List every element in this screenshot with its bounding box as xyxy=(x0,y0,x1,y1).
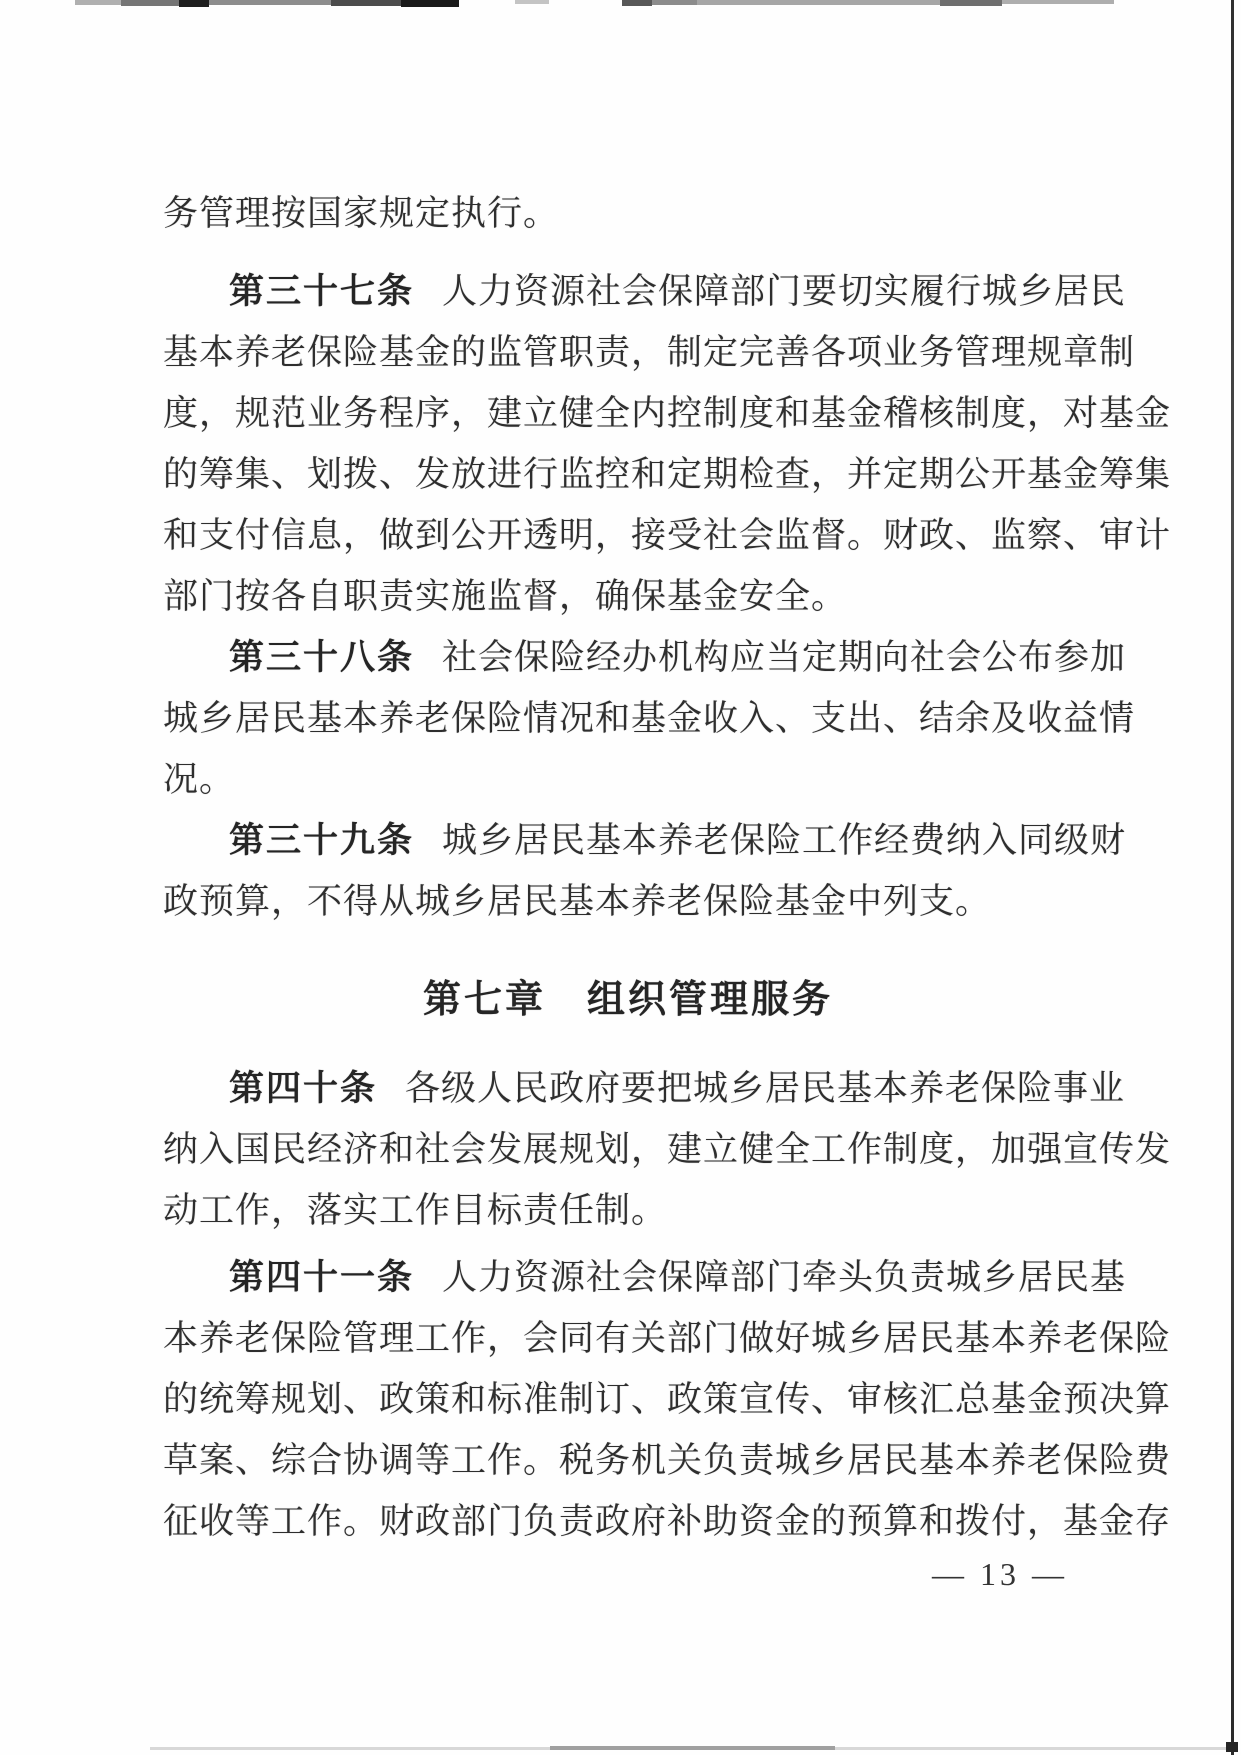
text-line xyxy=(163,444,1172,505)
text-line xyxy=(163,1180,1093,1241)
text-line xyxy=(163,1430,1172,1491)
article-number: 第三十九条 xyxy=(229,821,415,860)
line-text: 和支付信息，做到公开透明，接受社会监督。财政、监察、审计 xyxy=(163,516,1172,555)
text-line xyxy=(163,1119,1172,1180)
text-line xyxy=(163,383,1172,444)
text-line xyxy=(163,566,1093,627)
line-text: 城乡居民基本养老保险情况和基金收入、支出、结余及收益情 xyxy=(163,699,1136,738)
scan-artifact-top xyxy=(179,0,209,7)
line-text: 政预算，不得从城乡居民基本养老保险基金中列支。 xyxy=(163,882,992,921)
article-number: 第四十条 xyxy=(229,1069,378,1108)
scan-artifact-top xyxy=(75,0,121,5)
line-text: 人力资源社会保障部门牵头负责城乡居民基 xyxy=(442,1258,1127,1297)
article-head-line xyxy=(163,1247,1127,1308)
scan-artifact-top xyxy=(401,0,459,7)
article-head-line xyxy=(163,627,1127,688)
line-text: 社会保险经办机构应当定期向社会公布参加 xyxy=(442,638,1127,677)
article-head-line xyxy=(163,261,1127,322)
line-text: 度，规范业务程序，建立健全内控制度和基金稽核制度，对基金 xyxy=(163,394,1172,433)
line-text: 基本养老保险基金的监管职责，制定完善各项业务管理规章制 xyxy=(163,333,1136,372)
line-text: 本养老保险管理工作，会同有关部门做好城乡居民基本养老保险 xyxy=(163,1319,1172,1358)
text-line xyxy=(163,322,1136,383)
article-number: 第三十七条 xyxy=(229,272,415,311)
text-line xyxy=(163,688,1136,749)
article-head-line xyxy=(163,810,1127,871)
chapter-heading: 第七章 组织管理服务 xyxy=(422,979,833,1021)
scan-artifact-top xyxy=(697,0,940,5)
line-text: 征收等工作。财政部门负责政府补助资金的预算和拨付，基金存 xyxy=(163,1502,1172,1541)
scan-artifact-top xyxy=(1002,0,1114,4)
text-line xyxy=(163,183,1093,244)
scan-artifact-top xyxy=(652,0,697,5)
scan-artifact-top xyxy=(622,0,652,6)
line-text: 纳入国民经济和社会发展规划，建立健全工作制度，加强宣传发 xyxy=(163,1130,1172,1169)
scan-artifact-corner xyxy=(1226,1742,1238,1752)
text-line xyxy=(163,505,1172,566)
text-line xyxy=(163,1369,1172,1430)
scan-artifact-top xyxy=(331,0,401,6)
page-number: — 13 — xyxy=(932,1556,1068,1592)
scan-artifact-bottom xyxy=(835,1747,1231,1750)
line-text: 各级人民政府要把城乡居民基本养老保险事业 xyxy=(405,1069,1126,1108)
scan-artifact-top xyxy=(940,0,1002,6)
text-line xyxy=(163,871,1093,932)
text-line xyxy=(163,1308,1172,1369)
line-text: 务管理按国家规定执行。 xyxy=(163,194,560,233)
scan-artifact-top xyxy=(515,0,549,4)
scan-artifact-top xyxy=(121,0,179,6)
line-text: 部门按各自职责实施监督，确保基金安全。 xyxy=(163,577,848,616)
text-line xyxy=(163,1491,1172,1552)
line-text: 人力资源社会保障部门要切实履行城乡居民 xyxy=(442,272,1127,311)
scan-artifact-top xyxy=(209,0,331,5)
line-text: 动工作，落实工作目标责任制。 xyxy=(163,1191,668,1230)
line-text: 草案、综合协调等工作。税务机关负责城乡居民基本养老保险费 xyxy=(163,1441,1172,1480)
scan-artifact-bottom xyxy=(550,1746,835,1750)
line-text: 况。 xyxy=(163,760,236,799)
line-text: 的统筹规划、政策和标准制订、政策宣传、审核汇总基金预决算 xyxy=(163,1380,1172,1419)
line-text: 的筹集、划拨、发放进行监控和定期检查，并定期公开基金筹集 xyxy=(163,455,1172,494)
text-line xyxy=(163,749,1093,810)
line-text: 城乡居民基本养老保险工作经费纳入同级财 xyxy=(442,821,1127,860)
document-body xyxy=(163,183,1172,1552)
article-number: 第三十八条 xyxy=(229,638,415,677)
article-head-line xyxy=(163,1058,1126,1119)
scan-artifact-bottom xyxy=(150,1747,550,1750)
scan-edge-line-right xyxy=(1231,0,1234,1755)
article-number: 第四十一条 xyxy=(229,1258,415,1297)
